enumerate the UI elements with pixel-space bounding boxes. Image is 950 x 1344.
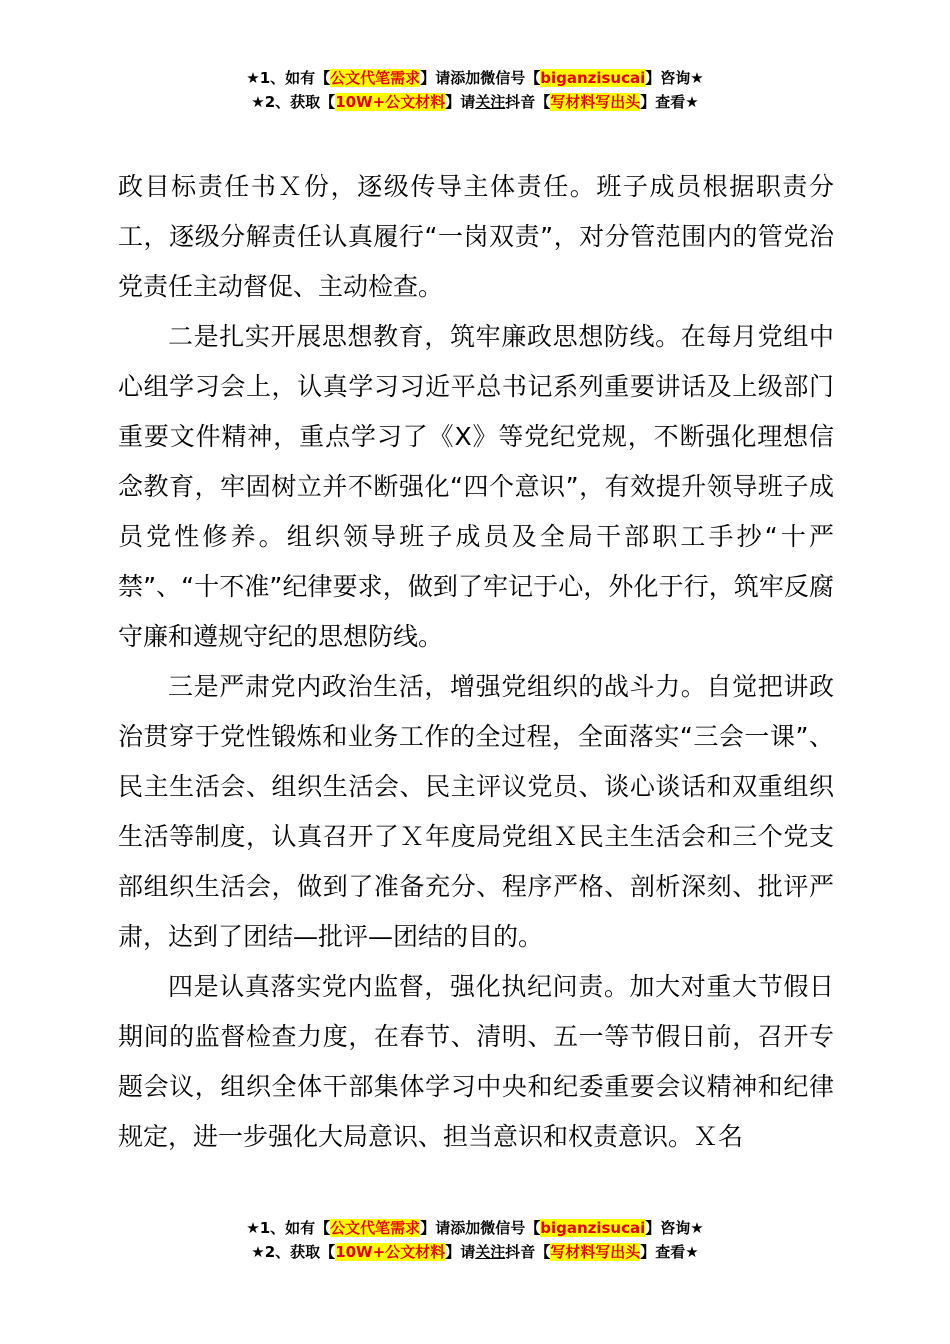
banner-text: 】请添加微信号【	[420, 1219, 541, 1237]
highlight-text: 写材料写出头	[550, 1243, 641, 1261]
banner-text: 】请	[445, 1243, 476, 1261]
banner-text: 】咨询★	[645, 69, 704, 87]
banner-line-2	[0, 90, 950, 114]
banner-line-2	[0, 1240, 950, 1264]
banner-text: 抖音【	[505, 93, 551, 111]
highlight-text: 写材料写出头	[550, 93, 641, 111]
banner-text: ★2、获取【	[251, 1243, 336, 1261]
banner-text: ★2、获取【	[251, 93, 336, 111]
highlight-text: 公文代笔需求	[330, 1219, 421, 1237]
paragraph: 二是扎实开展思想教育，筑牢廉政思想防线。在每月党组中心组学习会上，认真学习习近平总书记系列重要讲话及上级部门重要文件精神，重点学习了《X》等党纪党规，不断强化理想信念教育，牢固树立并不断强化“四个意识”，有效提升领导班子成员党性修养。组织领导班子成员及全局干部职工手抄“十严禁”、“十不准”纪律要求，做到了牢记于心，外化于行，筑牢反腐守廉和遵规守纪的思想防线。	[118, 322, 834, 651]
footer-banner	[0, 1216, 950, 1264]
underlined-text: 关注	[475, 1243, 506, 1261]
banner-text: ★1、如有【	[246, 69, 331, 87]
banner-text: 抖音【	[505, 1243, 551, 1261]
highlight-text: 10W+公文材料	[335, 93, 446, 111]
paragraph: 三是严肃党内政治生活，增强党组织的战斗力。自觉把讲政治贯穿于党性锻炼和业务工作的全过程，全面落实“三会一课”、民主生活会、组织生活会、民主评议党员、谈心谈话和双重组织生活等制度，认真召开了Ｘ年度局党组Ｘ民主生活会和三个党支部组织生活会，做到了准备充分、程序严格、剖析深刻、批评严肃，达到了团结—批评—团结的目的。	[118, 672, 834, 951]
document-body	[118, 162, 834, 1162]
banner-text: 】查看★	[640, 1243, 699, 1261]
wechat-id-highlight: biganzisucai	[540, 1219, 646, 1237]
banner-text: 】查看★	[640, 93, 699, 111]
header-banner	[0, 66, 950, 114]
banner-line-1	[0, 1216, 950, 1240]
banner-line-1	[0, 66, 950, 90]
banner-text: ★1、如有【	[246, 1219, 331, 1237]
paragraph: 四是认真落实党内监督，强化执纪问责。加大对重大节假日期间的监督检查力度，在春节、清明、五一等节假日前，召开专题会议，组织全体干部集体学习中央和纪委重要会议精神和纪律规定，进一步强化大局意识、担当意识和权责意识。Ｘ名	[118, 972, 834, 1151]
wechat-id-highlight: biganzisucai	[540, 69, 646, 87]
banner-text: 】请	[445, 93, 476, 111]
banner-text: 】咨询★	[645, 1219, 704, 1237]
banner-text: 】请添加微信号【	[420, 69, 541, 87]
underlined-text: 关注	[475, 93, 506, 111]
highlight-text: 10W+公文材料	[335, 1243, 446, 1261]
highlight-text: 公文代笔需求	[330, 69, 421, 87]
paragraph-continuation: 政目标责任书Ｘ份，逐级传导主体责任。班子成员根据职责分工，逐级分解责任认真履行“一岗双责”，对分管范围内的管党治党责任主动督促、主动检查。	[118, 172, 834, 301]
